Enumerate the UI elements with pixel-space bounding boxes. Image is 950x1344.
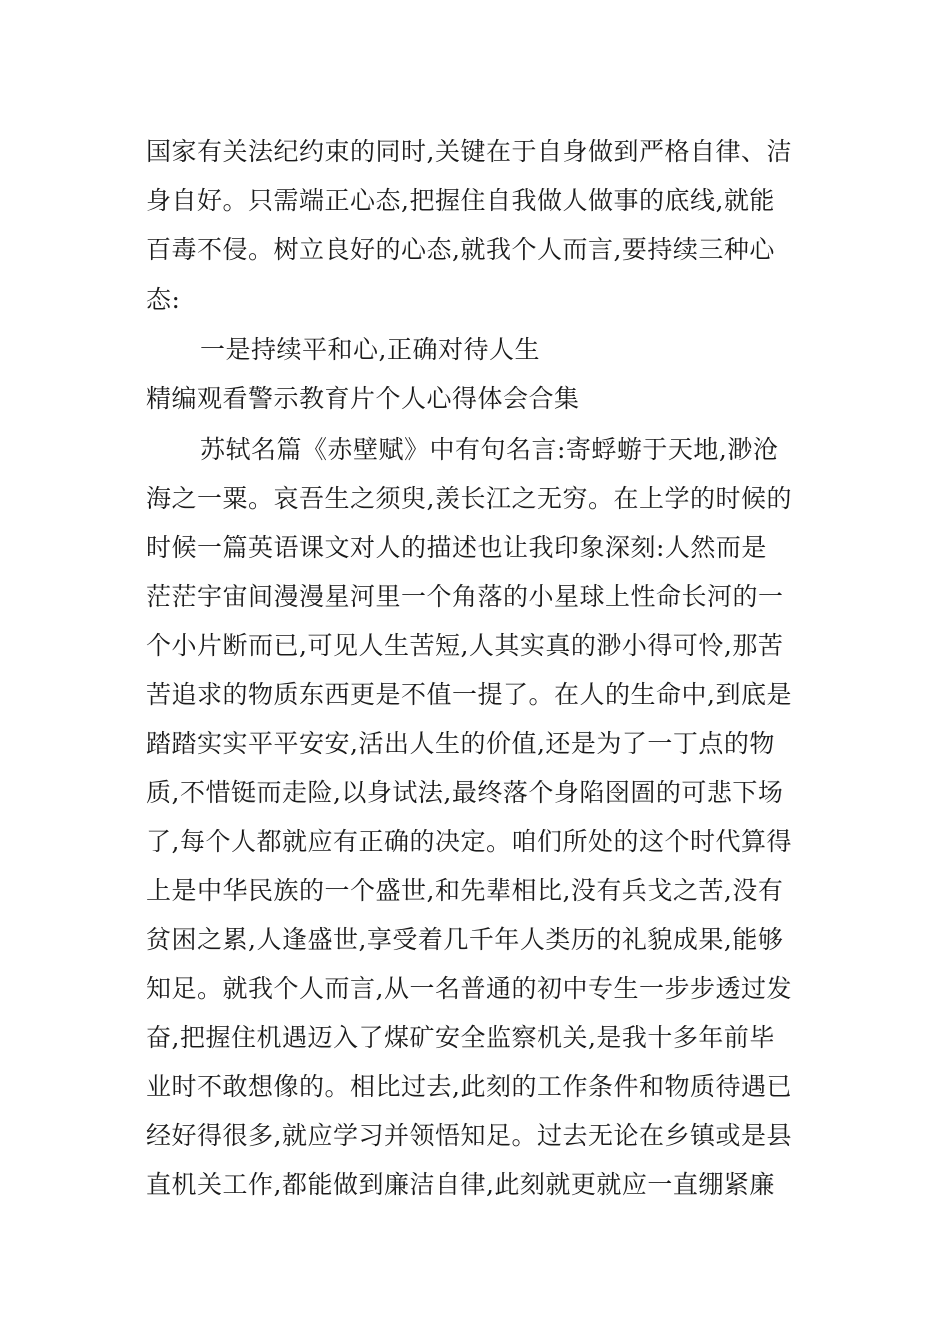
essay-line: 经好得很多,就应学习并领悟知足。过去无论在乡镇或是县 — [146, 1121, 792, 1150]
essay-line: 奋,把握住机遇迈入了煤矿安全监察机关,是我十多年前毕 — [146, 1023, 775, 1052]
collection-title: 精编观看警示教育片个人心得体会合集 — [146, 384, 580, 413]
essay-line: 了,每个人都就应有正确的决定。咱们所处的这个时代算得 — [146, 827, 792, 856]
intro-line: 百毒不侵。树立良好的心态,就我个人而言,要持续三种心 — [146, 235, 775, 264]
intro-line: 身自好。只需端正心态,把握住自我做人做事的底线,就能 — [146, 186, 775, 215]
essay-line: 个小片断而已,可见人生苦短,人其实真的渺小得可怜,那苦 — [146, 631, 784, 660]
essay-line: 质,不惜铤而走险,以身试法,最终落个身陷囹圄的可悲下场 — [146, 778, 784, 807]
intro-line: 态: — [146, 285, 181, 314]
point-one-heading: 一是持续平和心,正确对待人生 — [200, 335, 540, 364]
essay-line: 海之一粟。哀吾生之须臾,羡长江之无穷。在上学的时候的 — [146, 484, 792, 513]
essay-line: 业时不敢想像的。相比过去,此刻的工作条件和物质待遇已 — [146, 1072, 792, 1101]
essay-line: 苏轼名篇《赤壁赋》中有句名言:寄蜉蝣于天地,渺沧 — [200, 435, 779, 464]
intro-line: 国家有关法纪约束的同时,关键在于自身做到严格自律、洁 — [146, 137, 792, 166]
essay-line: 知足。就我个人而言,从一名普通的初中专生一步步透过发 — [146, 974, 792, 1003]
essay-line: 茫茫宇宙间漫漫星河里一个角落的小星球上性命长河的一 — [146, 582, 784, 611]
essay-line: 贫困之累,人逢盛世,享受着几千年人类历的礼貌成果,能够 — [146, 925, 784, 954]
essay-line: 时候一篇英语课文对人的描述也让我印象深刻:人然而是 — [146, 533, 767, 562]
essay-line: 直机关工作,都能做到廉洁自律,此刻就更就应一直绷紧廉 — [146, 1170, 775, 1199]
essay-line: 苦追求的物质东西更是不值一提了。在人的生命中,到底是 — [146, 680, 792, 709]
essay-line: 上是中华民族的一个盛世,和先辈相比,没有兵戈之苦,没有 — [146, 876, 784, 905]
essay-line: 踏踏实实平平安安,活出人生的价值,还是为了一丁点的物 — [146, 729, 775, 758]
